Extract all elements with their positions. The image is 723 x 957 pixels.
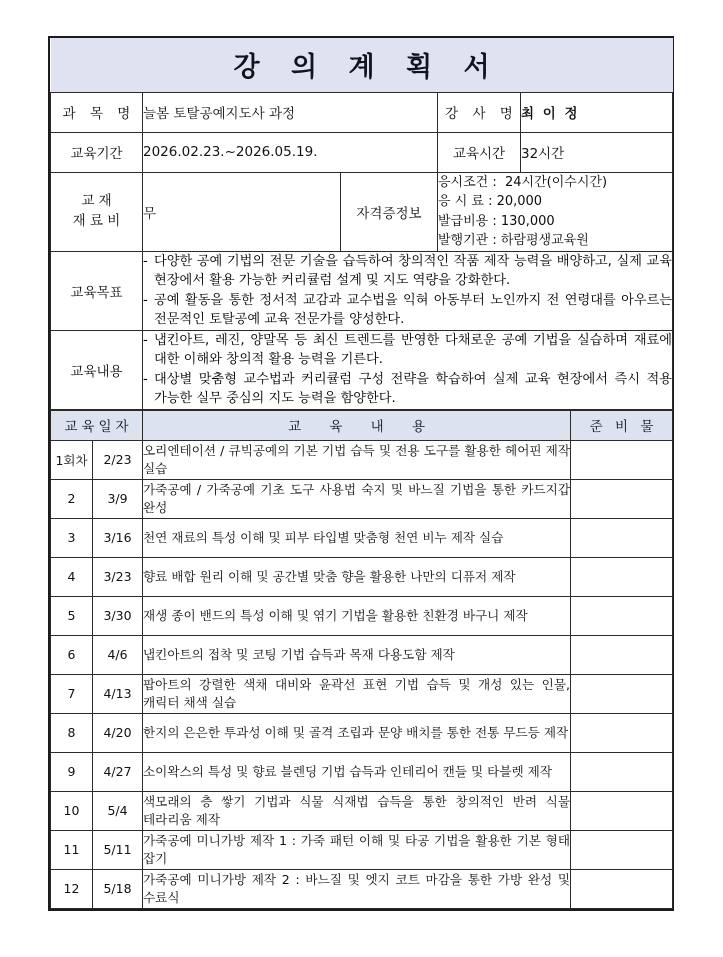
material-cost-label bbox=[51, 172, 143, 251]
session-description: 가죽공예 미니가방 제작 1 : 가죽 패턴 이해 및 타공 기법을 활용한 기본 형태 잡기 bbox=[143, 830, 571, 869]
session-date: 3/23 bbox=[93, 557, 143, 596]
session-number: 5 bbox=[51, 596, 93, 635]
session-number: 3 bbox=[51, 518, 93, 557]
table-row bbox=[51, 518, 673, 557]
session-preparation bbox=[571, 752, 673, 791]
material-cost-label-line2: 재 료 비 bbox=[72, 212, 121, 229]
session-preparation bbox=[571, 791, 673, 830]
content-label: 교육내용 bbox=[51, 330, 143, 409]
schedule-table bbox=[50, 410, 673, 909]
session-number: 7 bbox=[51, 674, 93, 713]
session-date: 4/27 bbox=[93, 752, 143, 791]
material-cost-value: 무 bbox=[143, 172, 341, 251]
content-item-1-text: 냅킨아트, 레진, 양말목 등 최신 트렌드를 반영한 다채로운 공예 기법을 실습하며 재료에 대한 이해와 창의적 활용 능력을 기른다. bbox=[154, 332, 673, 368]
session-description: 재생 종이 밴드의 특성 이해 및 엮기 기법을 활용한 친환경 바구니 제작 bbox=[143, 596, 571, 635]
session-preparation bbox=[571, 869, 673, 908]
table-row bbox=[51, 752, 673, 791]
session-date: 4/20 bbox=[93, 713, 143, 752]
period-label: 교육기간 bbox=[51, 132, 143, 172]
goal-row bbox=[51, 251, 673, 330]
session-preparation bbox=[571, 440, 673, 479]
bullet-dash-icon: - bbox=[143, 371, 148, 387]
cert-line-condition: 응시조건 : 24시간(이수시간) bbox=[438, 174, 608, 190]
session-description: 색모래의 층 쌓기 기법과 식물 식재법 습득을 통한 창의적인 반려 식물 테라리움 제작 bbox=[143, 791, 571, 830]
session-preparation bbox=[571, 830, 673, 869]
session-date: 5/18 bbox=[93, 869, 143, 908]
period-value: 2026.02.23.~2026.05.19. bbox=[143, 132, 438, 172]
table-row bbox=[51, 479, 673, 518]
schedule-header-prep: 준 비 물 bbox=[571, 410, 673, 440]
session-date: 2/23 bbox=[93, 440, 143, 479]
table-row bbox=[51, 440, 673, 479]
goal-item-2-text: 공예 활동을 통한 정서적 교감과 교수법을 익혀 아동부터 노인까지 전 연령대를 아우르는 전문적인 토탈공예 교육 전문가를 양성한다. bbox=[154, 292, 673, 328]
session-preparation bbox=[571, 674, 673, 713]
session-description: 오리엔테이션 / 큐빅공예의 기본 기법 습득 및 전용 도구를 활용한 헤어핀 제작 실습 bbox=[143, 440, 571, 479]
session-number: 9 bbox=[51, 752, 93, 791]
session-date: 3/9 bbox=[93, 479, 143, 518]
period-row bbox=[51, 132, 673, 172]
session-number: 10 bbox=[51, 791, 93, 830]
schedule-header-content: 교 육 내 용 bbox=[143, 410, 571, 440]
session-description: 한지의 은은한 투과성 이해 및 골격 조립과 문양 배치를 통한 전통 무드등 제작 bbox=[143, 713, 571, 752]
header-info-table bbox=[50, 38, 673, 410]
session-number: 4 bbox=[51, 557, 93, 596]
material-cost-row bbox=[51, 172, 673, 251]
session-date: 3/30 bbox=[93, 596, 143, 635]
content-item-1 bbox=[143, 331, 672, 370]
content-row bbox=[51, 330, 673, 409]
table-row bbox=[51, 869, 673, 908]
table-row bbox=[51, 830, 673, 869]
session-number: 6 bbox=[51, 635, 93, 674]
goal-body bbox=[143, 251, 673, 330]
subject-value: 늘봄 토탈공예지도사 과정 bbox=[143, 92, 438, 132]
bullet-dash-icon: - bbox=[143, 332, 148, 348]
material-cost-label-line1: 교 재 bbox=[81, 192, 112, 209]
hours-value: 32시간 bbox=[521, 132, 673, 172]
instructor-value: 최 이 정 bbox=[521, 92, 673, 132]
session-preparation bbox=[571, 596, 673, 635]
content-body bbox=[143, 330, 673, 409]
cert-line-issuer: 발행기관 : 하람평생교육원 bbox=[438, 233, 589, 248]
table-row bbox=[51, 674, 673, 713]
session-description: 소이왁스의 특성 및 향료 블렌딩 기법 습득과 인테리어 캔들 및 타블렛 제작 bbox=[143, 752, 571, 791]
schedule-header-date: 교육일자 bbox=[51, 410, 143, 440]
session-preparation bbox=[571, 557, 673, 596]
certificate-info-value bbox=[438, 172, 673, 251]
session-number: 8 bbox=[51, 713, 93, 752]
session-date: 4/6 bbox=[93, 635, 143, 674]
session-date: 4/13 bbox=[93, 674, 143, 713]
table-row bbox=[51, 713, 673, 752]
page-title: 강 의 계 획 서 bbox=[233, 52, 501, 84]
session-preparation bbox=[571, 635, 673, 674]
bullet-dash-icon: - bbox=[143, 253, 148, 269]
session-preparation bbox=[571, 479, 673, 518]
document-title-cell bbox=[51, 38, 673, 92]
session-description: 가죽공예 미니가방 제작 2 : 바느질 및 엣지 코트 마감을 통한 가방 완성 및 수료식 bbox=[143, 869, 571, 908]
lecture-plan-sheet bbox=[48, 36, 674, 911]
schedule-header-row bbox=[51, 410, 673, 440]
goal-item-2 bbox=[143, 291, 672, 330]
session-description: 향료 배합 원리 이해 및 공간별 맞춤 향을 활용한 나만의 디퓨저 제작 bbox=[143, 557, 571, 596]
session-description: 냅킨아트의 접착 및 코팅 기법 습득과 목재 다용도함 제작 bbox=[143, 635, 571, 674]
content-item-2-text: 대상별 맞춤형 교수법과 커리큘럼 구성 전략을 학습하여 실제 교육 현장에서 즉시 적용 가능한 실무 중심의 지도 능력을 함양한다. bbox=[154, 371, 673, 407]
session-number: 12 bbox=[51, 869, 93, 908]
instructor-label: 강 사 명 bbox=[438, 92, 521, 132]
hours-label: 교육시간 bbox=[438, 132, 521, 172]
session-date: 5/11 bbox=[93, 830, 143, 869]
session-description: 가죽공예 / 가죽공예 기초 도구 사용법 숙지 및 바느질 기법을 통한 카드지갑 완성 bbox=[143, 479, 571, 518]
session-description: 팝아트의 강렬한 색채 대비와 윤곽선 표현 기법 습득 및 개성 있는 인물, 캐릭터 채색 실습 bbox=[143, 674, 571, 713]
session-number: 11 bbox=[51, 830, 93, 869]
goal-item-1-text: 다양한 공예 기법의 전문 기술을 습득하여 창의적인 작품 제작 능력을 배양하고, 실제 교육 현장에서 활용 가능한 커리큘럼 설계 및 지도 역량을 강화한다. bbox=[154, 253, 673, 289]
table-row bbox=[51, 596, 673, 635]
session-preparation bbox=[571, 518, 673, 557]
session-number: 2 bbox=[51, 479, 93, 518]
subject-row bbox=[51, 92, 673, 132]
goal-item-1 bbox=[143, 252, 672, 291]
session-number: 1회차 bbox=[51, 440, 93, 479]
session-description: 천연 재료의 특성 이해 및 피부 타입별 맞춤형 천연 비누 제작 실습 bbox=[143, 518, 571, 557]
table-row bbox=[51, 635, 673, 674]
session-date: 3/16 bbox=[93, 518, 143, 557]
table-row bbox=[51, 791, 673, 830]
subject-label: 과 목 명 bbox=[51, 92, 143, 132]
certificate-info-label: 자격증정보 bbox=[341, 172, 438, 251]
cert-line-exam-fee: 응 시 료 : 20,000 bbox=[438, 194, 543, 209]
cert-line-issue-fee: 발급비용 : 130,000 bbox=[438, 213, 555, 229]
title-row bbox=[51, 38, 673, 92]
content-item-2 bbox=[143, 370, 672, 409]
table-row bbox=[51, 557, 673, 596]
bullet-dash-icon: - bbox=[143, 292, 148, 308]
goal-label: 교육목표 bbox=[51, 251, 143, 330]
schedule-body bbox=[51, 440, 673, 908]
session-date: 5/4 bbox=[93, 791, 143, 830]
session-preparation bbox=[571, 713, 673, 752]
